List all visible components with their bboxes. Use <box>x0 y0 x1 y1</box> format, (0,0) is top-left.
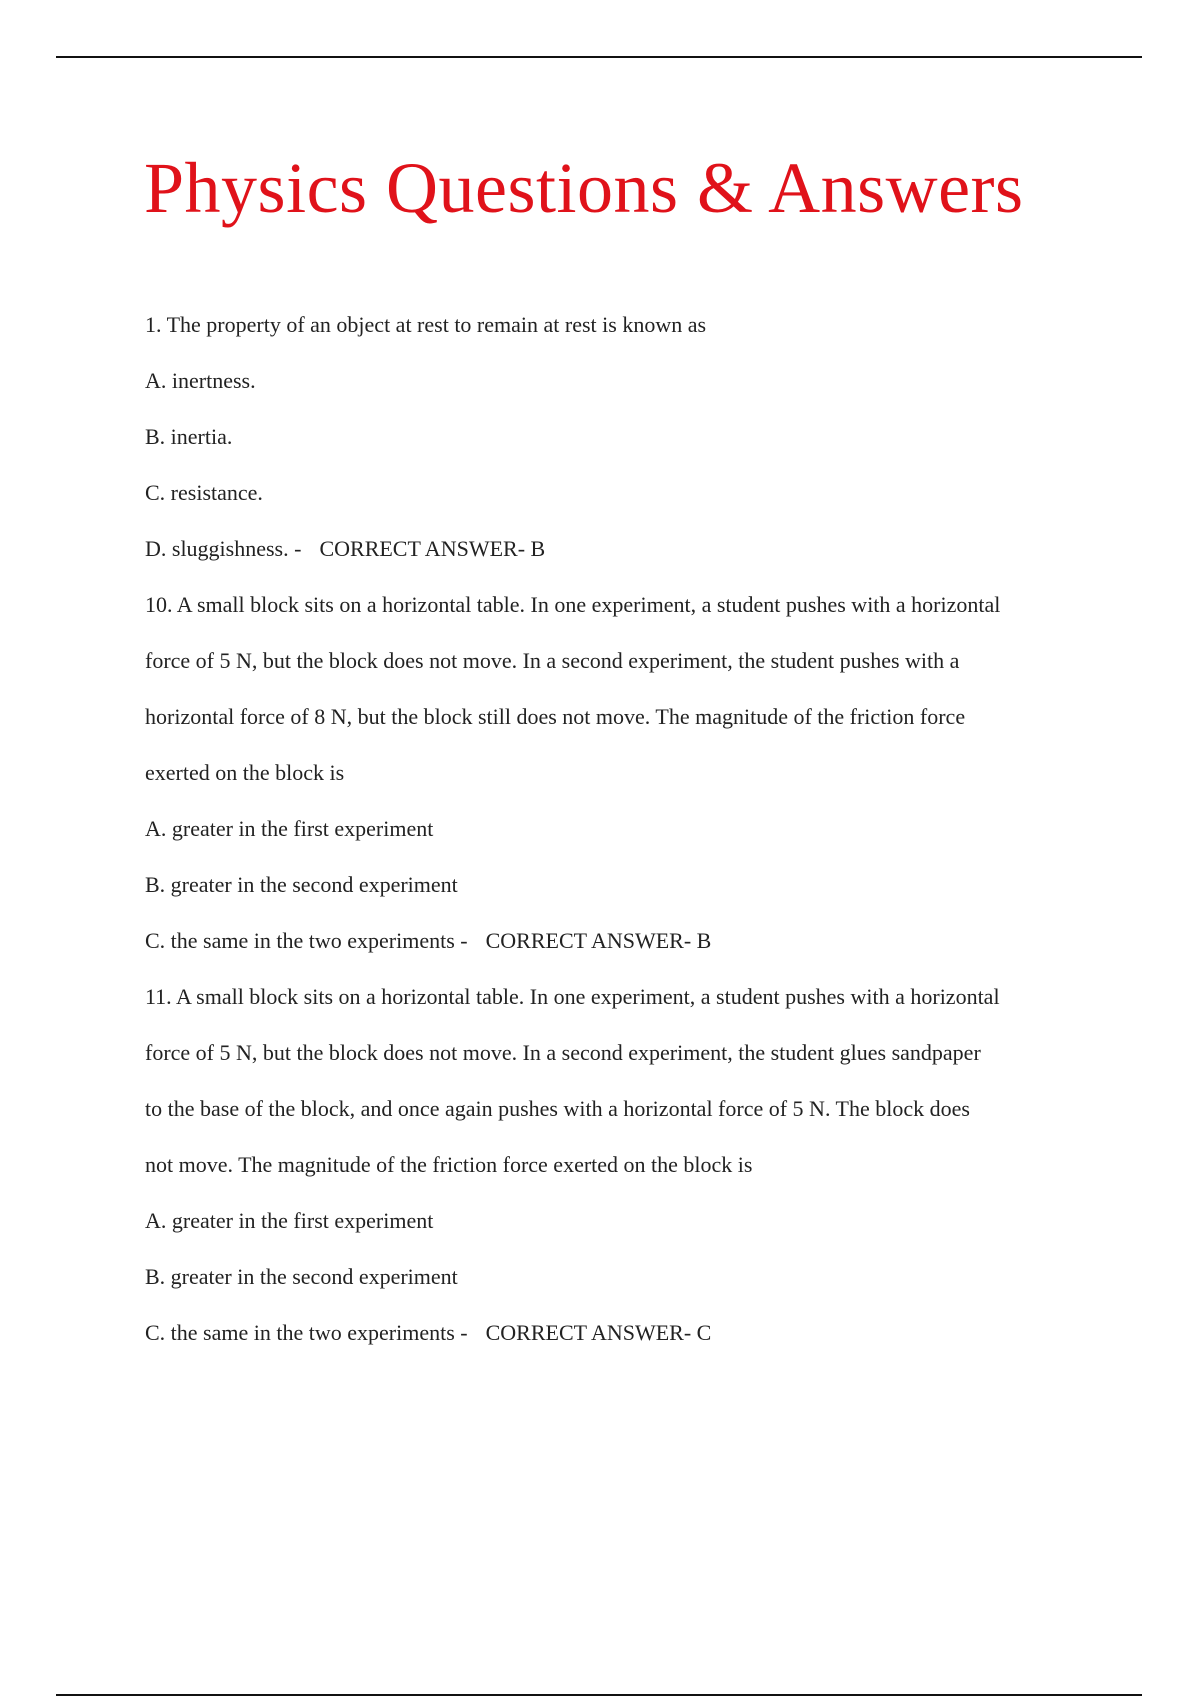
page-title: Physics Questions & Answers <box>144 148 1024 228</box>
question-1-text: 1. The property of an object at rest to remain at rest is known as <box>145 312 707 337</box>
question-1-correct-answer: CORRECT ANSWER- B <box>319 536 546 561</box>
bottom-rule <box>56 1694 1142 1696</box>
question-11-text-line-4: not move. The magnitude of the friction force exerted on the block is <box>145 1152 753 1177</box>
question-11-correct-answer: CORRECT ANSWER- C <box>485 1320 712 1345</box>
question-10-option-a: A. greater in the first experiment <box>145 816 434 841</box>
question-11-option-b: B. greater in the second experiment <box>145 1264 458 1289</box>
question-1-option-d-text: D. sluggishness. - <box>145 536 302 561</box>
question-10-text-line-4: exerted on the block is <box>145 760 345 785</box>
question-11-text-line-3: to the base of the block, and once again pushes with a horizontal force of 5 N. The block does <box>145 1096 970 1121</box>
document-body <box>145 297 1085 1361</box>
question-10-option-c <box>145 913 1085 969</box>
question-10-option-b: B. greater in the second experiment <box>145 872 458 897</box>
question-1-option-d <box>145 521 1085 577</box>
question-10-text-line-2: force of 5 N, but the block does not move. In a second experiment, the student pushes with a <box>145 648 960 673</box>
question-10-text-line-3: horizontal force of 8 N, but the block still does not move. The magnitude of the friction force <box>145 704 966 729</box>
question-1-option-a: A. inertness. <box>145 368 256 393</box>
question-11-text-line-2: force of 5 N, but the block does not move. In a second experiment, the student glues sandpaper <box>145 1040 981 1065</box>
question-10-option-c-text: C. the same in the two experiments - <box>145 928 468 953</box>
question-11-option-a: A. greater in the first experiment <box>145 1208 434 1233</box>
top-rule <box>56 56 1142 58</box>
question-10-text-line-1: 10. A small block sits on a horizontal table. In one experiment, a student pushes with a horizontal <box>145 592 1001 617</box>
question-11-text-line-1: 11. A small block sits on a horizontal table. In one experiment, a student pushes with a horizontal <box>145 984 1000 1009</box>
question-1-option-b: B. inertia. <box>145 424 233 449</box>
question-11-option-c <box>145 1305 1085 1361</box>
question-1-option-c: C. resistance. <box>145 480 263 505</box>
question-10-correct-answer: CORRECT ANSWER- B <box>485 928 712 953</box>
question-11-option-c-text: C. the same in the two experiments - <box>145 1320 468 1345</box>
